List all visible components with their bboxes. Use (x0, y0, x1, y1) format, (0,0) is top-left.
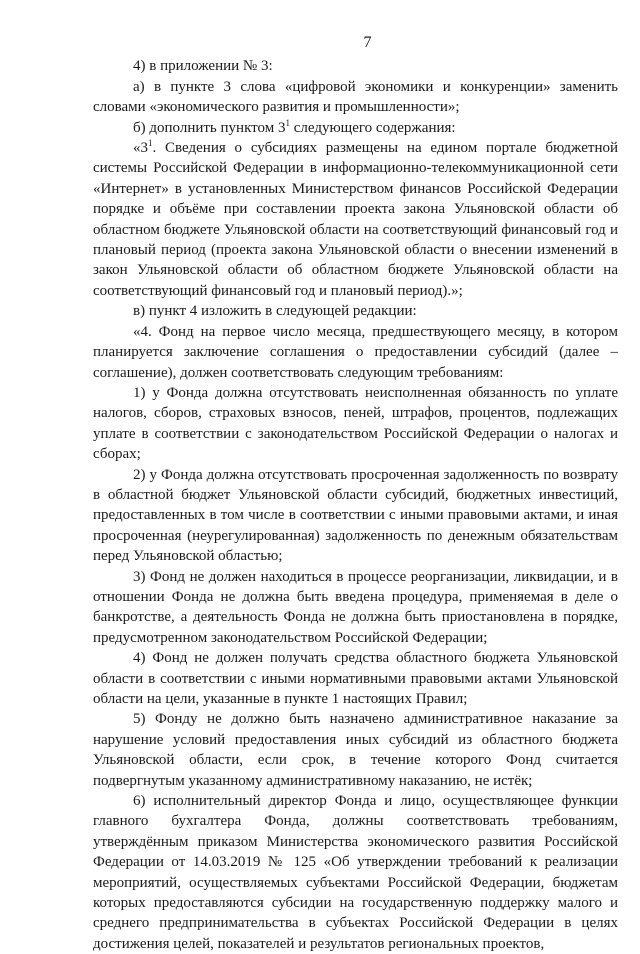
paragraph-clause-4: «4. Фонд на первое число месяца, предшествующего месяцу, в котором планируется заключение соглашения о предоставлении субсидий (далее – соглашение), должен соответствовать следующим требованиям: (93, 323, 618, 381)
item-b-superscript: 1 (285, 117, 290, 128)
paragraph-requirement-6: 6) исполнительный директор Фонда и лицо, осуществляющее функции главного бухгалтера Фонда, должны соответствовать требованиям, утверждённым приказом Министерства экономического развития Российской Федерации от 14.03.2019 № 125 «Об утверждении требований к реализации мероприятий, осуществляемых субъектами Российской Федерации, бюджетам которых предоставляются субсидии на государственную поддержку малого и среднего предпринимательства в субъектах Российской Федерации в целях достижения целей, показателей и результатов региональных проектов, (93, 793, 618, 952)
paragraph-item-b (93, 118, 618, 138)
paragraph-requirement-2: 2) у Фонда должна отсутствовать просроченная задолженность по возврату в областной бюджет Ульяновской области субсидий, бюджетных инвестиций, предоставленных в том числе в соответствии с иными правовыми актами, и иная просроченная (неурегулированная) задолженность по денежным обязательствам перед Ульяновской областью; (93, 466, 618, 565)
paragraph-requirement-5: 5) Фонду не должно быть назначено административное наказание за нарушение условий предоставления иных субсидий из областного бюджета Ульяновской области, если срок, в течение которого Фонд считается подвергнутым указанному административному наказанию, не истёк; (93, 711, 618, 789)
paragraph-requirement-4: 4) Фонд не должен получать средства областного бюджета Ульяновской области в соответствии с иными нормативными правовыми актами Ульяновской области на цели, указанные в пункте 1 настоящих Правил; (93, 650, 618, 707)
item-b-text-end: следующего содержания: (289, 119, 456, 136)
clause-3-1-text-start: «3 (133, 140, 148, 157)
clause-3-1-superscript: 1 (148, 138, 153, 149)
paragraph-clause-3-1 (93, 138, 618, 301)
paragraph-requirement-3: 3) Фонд не должен находиться в процессе реорганизации, ликвидации, и в отношении Фонда не должна быть введена процедура, применяемая в деле о банкротстве, а деятельность Фонда не должна быть приостановлена в порядке, предусмотренном законодательством Российской Федерации; (93, 568, 618, 646)
paragraph-appendix-3: 4) в приложении № 3: (133, 58, 273, 75)
paragraph-item-a: а) в пункте 3 слова «цифровой экономики и конкуренции» заменить словами «экономического развития и промышленности»; (93, 78, 618, 116)
paragraph-item-v: в) пункт 4 изложить в следующей редакции: (133, 303, 417, 320)
clause-3-1-text-end: . Сведения о субсидиях размещены на едином портале бюджетной системы Российской Федерации в информационно-телекоммуникационной сети «Интернет» в установленных Министерством финансов Российской Федерации порядке и объёме при составлении проекта закона Ульяновской области об областном бюджете Ульяновской области на соответствующий финансовый год и плановый период (проекта закона Ульяновской области о внесении изменений в закон Ульяновской области об областном бюджете Ульяновской области на соответствующий финансовый год и плановый период).»; (93, 140, 618, 299)
paragraph-requirement-1: 1) у Фонда должна отсутствовать неисполненная обязанность по уплате налогов, сборов, страховых взносов, пеней, штрафов, процентов, подлежащих уплате в соответствии с законодательством Российской Федерации о налогах и сборах; (93, 384, 618, 463)
page-number: 7 (363, 34, 372, 51)
item-b-text-start: б) дополнить пунктом 3 (133, 119, 286, 136)
